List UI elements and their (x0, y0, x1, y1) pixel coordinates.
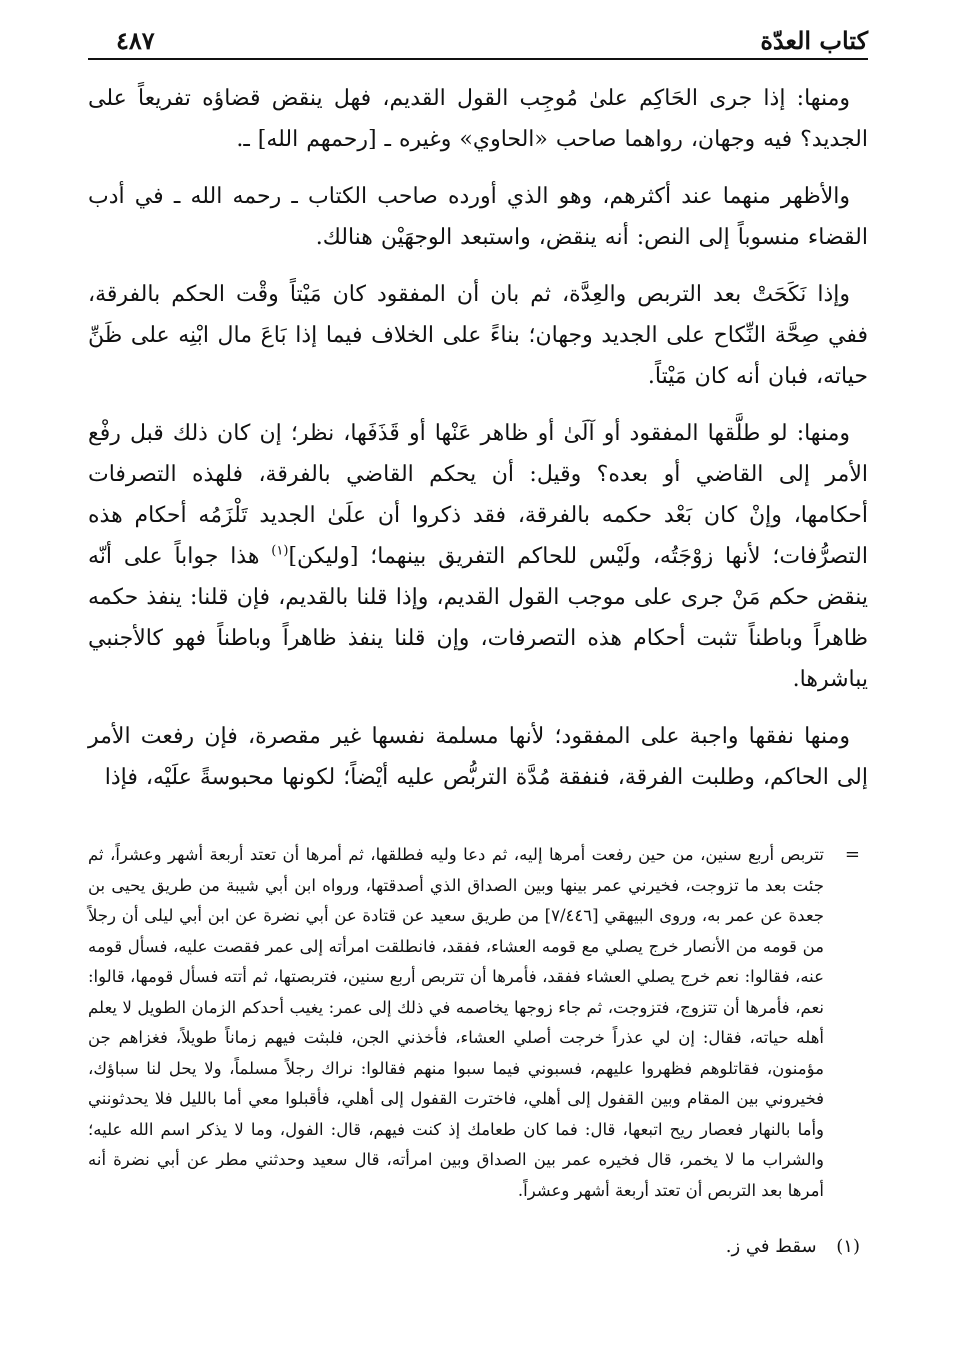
paragraph: ومنها: إذا جرى الحَاكِم علىٰ مُوجِب القول القديم، فهل ينقض قضاؤه تفريعاً على الجديد؟ فيه وجهان، رواهما صاحب «الحاوي» وغيره ـ [رحمهم الله] ـ. (88, 86, 868, 152)
paragraph: ومنها نفقها واجبة على المفقود؛ لأنها مسلمة نفسها غير مقصرة، فإن رفعت الأمر إلى الحاكم، وطلبت الفرقة، فنفقة مُدَّة التربُّص عليه أيْضاً؛ لكونها محبوسةً علَيْه، فإذا (88, 724, 868, 790)
footnote (88, 1232, 868, 1262)
continuation-marker: = (844, 844, 860, 865)
paragraph: والأظهر منهما عند أكثرهم، وهو الذي أورده صاحب الكتاب ـ رحمه الله ـ في أدب القضاء منسوباً إلى النص: أنه ينقض، واستبعد الوجهَيْن هنالك. (88, 184, 868, 250)
paragraph-text: ومنها: لو طلَّقها المفقود أو آلَىٰ أو ظاهر عَنْها أو قَذَفَها، نظر؛ إن كان ذلك قبل رفْع الأمر إلى القاضي أو بعده؟ وقيل: أن يحكم القاضي بالفرقة، فلهذه التصرفات أحكامها، وإنْ كان بَعْد حكمه بالفرقة، فقد ذكروا أن علَىٰ الجديد تَلْزَمُه أحكام هذه التصرُّفات؛ لأنها زوْجَتُه، ولَيْس للحاكم التفريق بينهما؛ [وليكن] (88, 421, 868, 569)
main-text (88, 78, 868, 798)
book-title: كتاب العدّة (760, 26, 868, 55)
paragraph (88, 413, 868, 700)
footnotes (88, 840, 868, 1262)
footnote-continuation (88, 840, 868, 1206)
footnote-number: (١) (836, 1236, 860, 1257)
footnote-continuation-text: تتربص أربع سنين، من حين رفعت أمرها إليه، ثم دعا وليه فطلقها، ثم أمرها أن تعتد أربعة أشهر وعشراً، ثم جئت بعد ما تزوجت، فخيرني عمر بينها وبين الصداق الذي أصدقتها، ورواه ابن أبي شيبة من طريق يحيى بن جعدة عن عمر به، وروى البيهقي [٧/٤٤٦] من طريق سعيد عن قتادة عن أبي نضرة عن ابن أبي ليلى أن رجلاً من قومه من الأنصار خرج يصلي مع قومه العشاء، ففقد، فانطلقت امرأته إلى عمر فقصت عليه، فسأل قومه عنه، فقالوا: نعم خرج يصلي العشاء ففقد، فأمرها أن تتربص أربع سنين، فتربصتها، ثم أتته فسأل قومها، قالوا: نعم، فأمرها أن تتزوج، فتزوجت، ثم جاء زوجها يخاصمه في ذلك إلى عمر: يغيب أحدكم الزمان الطويل لا يعلم أهله حياته، فقال: إن لي عذراً خرجت أصلي العشاء، فأخذني الجن، فلبثت فيهم زماناً طويلاً، فغزاهم جن مؤمنون، فقاتلوهم فظهروا عليهم، فسبوني فيما سبوا منهم فقالوا: نراك رجلاً مسلماً، ولا يحل لنا سباؤك، فخيروني بين المقام وبين القفول إلى أهلي، فاخترت القفول إلى أهلي، فأقبلوا معي أما بالليل فلا يحدثونني وأما بالنهار فعصار ريح اتبعها، قال: فما كان طعامك إذ كنت فيهم، قال: الفول، وما لا يذكر اسم الله عليه؛ والشراب ما لا يخمر، قال فخيره عمر بين الصداق وبين امرأته، قال سعيد وحدثني مطر عن أبي نضرة أنه أمرها بعد التربص أن تعتد أربعة أشهر وعشراً. (88, 845, 825, 1200)
footnote-reference: (١) (271, 543, 289, 559)
page-header (88, 14, 868, 60)
footnote-text: سقط في ز. (725, 1236, 817, 1257)
page-number: ٤٨٧ (116, 26, 155, 55)
paragraph: وإذا نَكَحَتْ بعد التربص والعِدَّة، ثم بان أن المفقود كان مَيْتاً وقْت الحكم بالفرقة، ففي صِحَّة النِّكاح على الجديد وجهان؛ بناءً على الخلاف فيما إذا بَاعَ مال ابْنِه على ظَنِّ حياته، فبان أنه كان مَيْتاً. (88, 282, 868, 389)
paragraph-text-continued: هذا جواباً على أنّه ينقض حكم مَنْ جرى على موجب القول القديم، وإذا قلنا بالقديم، فإن قلنا: ينفذ حكمه ظاهراً وباطناً تثبت أحكام هذه التصرفات، وإن قلنا ينفذ ظاهراً وباطناً فهو كالأجنبي يباشرها. (88, 544, 868, 692)
page (88, 14, 868, 1262)
